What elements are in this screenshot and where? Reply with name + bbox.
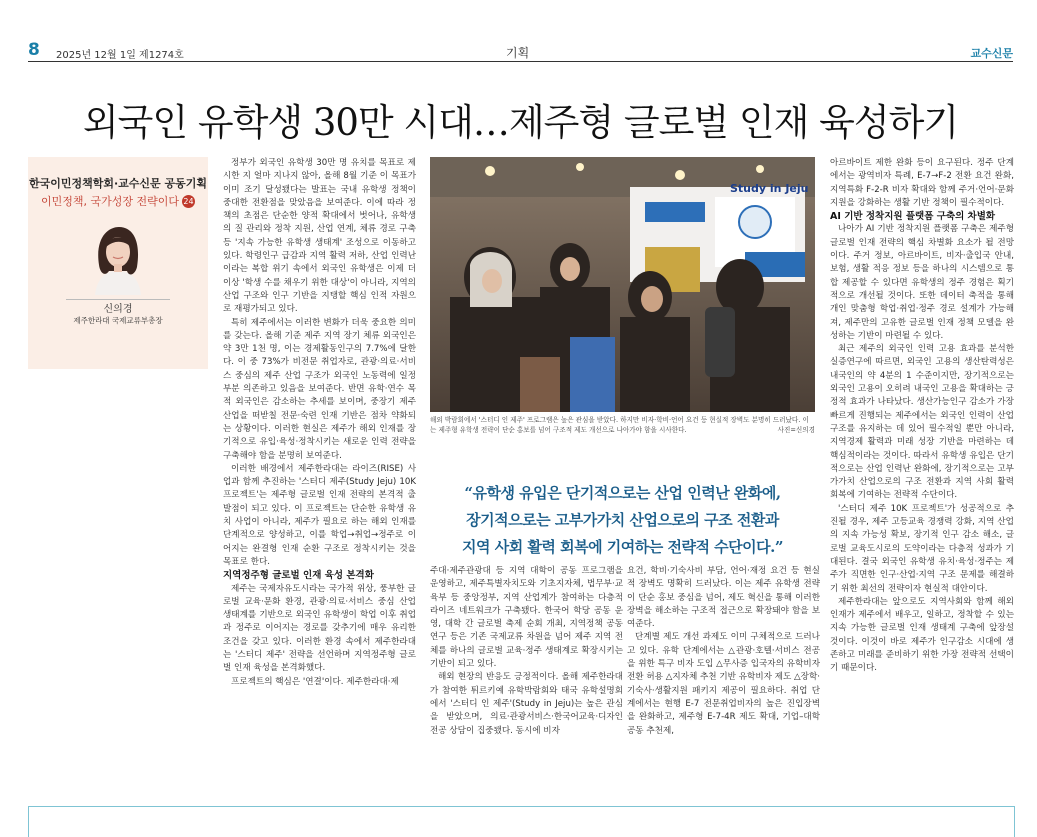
paragraph: 단계별 제도 개선 과제도 이미 구체적으로 드러나고 있다. 유학 단계에서는 △관광·호텔·서비스 전공을 위한 특구 비자 도입 △무사증 입국자의 유학비자 전환 허용 △지자체 추천 기반 유학비자 제도 △장학·기숙사·생활지원 패키지 제공이 필요하다. 취업 단계에서는 현행 E-7 전문취업비자의 높은 진입장벽을 완화하고, 제주형 E-7-4R 제도 확대, 기업–대학 공동 추천제, [627,632,820,736]
photo-caption-text: 해외 박람회에서 '스터디 인 제주' 프로그램은 높은 관심을 받았다. 하지만 비자·학비·언어 요건 등 현실적 장벽도 분명히 드러났다. 이는 제주형 유학생 전략이 단순 홍보를 넘어 구조적 제도 개선으로 나아가야 함을 시사한다. [430,416,809,434]
header-rule [28,61,1013,62]
subheading: 지역정주형 글로벌 인재 육성 본격화 [223,570,374,582]
subheading: AI 기반 정착지원 플랫폼 구축의 차별화 [830,211,996,223]
photo-caption [430,415,815,435]
paragraph: 주대·제주관광대 등 지역 대학이 공동 프로그램을 운영하고, 제주특별자치도와 기초지자체, 법무부·교육부 등 중앙정부, 지역 산업계가 참여하는 다층적 라이즈 네트워크가 구축됐다. 한국어 학당 공동 운영, 대학 간 글로벌 축제 순회 개최, 지역정책 공동 연구 등은 기존 국제교류 차원을 넘어 제주 지역 전체를 하나의 글로벌 교육·정주 생태계로 확장시키는 기반이 되고 있다. [430,566,623,670]
paragraph: 특히 제주에서는 이러한 변화가 더욱 중요한 의미를 갖는다. 올해 기준 제주 지역 장기 체류 외국인은 약 3만 1천 명, 이는 경제활동인구의 7.7%에 달한다. 이 중 73%가 비전문 취업자로, 관광·의료·서비스 중심의 제주 산업 구조가 외국인 노동력에 일정 부분 의존하고 있음을 보여준다. 반면 유학·연수 목적 외국인은 감소하는 추세를 보이며, 중장기 제주 산업을 떠받칠 전문·숙련 인재 기반은 점차 약화되는 상황이다. 이러한 현실은 제주가 해외 인재를 장기적으로 유입·육성·정착시키는 새로운 인력 전략을 구축해야 함을 분명히 보여준다. [223,317,416,461]
article-headline: 외국인 유학생 30만 시대…제주형 글로벌 인재 육성하기 [82,101,959,144]
series-number-badge: 24 [183,197,194,206]
section-label: 기획 [506,46,530,60]
paragraph: 제주한라대는 앞으로도 지역사회와 함께 해외 인재가 제주에서 배우고, 일하고, 정착할 수 있는 지속 가능한 글로벌 인재 생태계 구축에 앞장설 것이다. 이것이 바로 제주가 인구감소 시대에 생존하고 미래를 준비하기 위한 가장 전략적 선택이기 때문이다. [830,596,1014,674]
series-subtitle [28,193,208,209]
issue-date: 2025년 12월 1일 제1274호 [56,50,184,61]
paragraph: 요건, 학비·기숙사비 부담, 언어·재정 요건 등 현실적 장벽도 명확히 드러났다. 이는 제주 유학생 전략이 단순 홍보 중심을 넘어, 제도 혁신을 통해 이러한 장벽을 해소하는 구조적 접근으로 확장돼야 함을 보여준다. [627,566,820,630]
paragraph: '스터디 제주 10K 프로젝트'가 성공적으로 추진될 경우, 제주 고등교육 경쟁력 강화, 지역 산업의 지속 가능성 확보, 장기적 인구 감소 해소, 글로벌 교육도시로의 도약이라는 다층적 성과가 기대된다. 결국 외국인 유학생 유치·육성·정주는 제주가 직면한 인구·산업·지역 구조 문제를 해결하기 위한 최선의 전략이자 현실적 대안이다. [830,503,1014,594]
series-sidebar [28,157,208,369]
paragraph: 이러한 배경에서 제주한라대는 라이즈(RISE) 사업과 함께 추진하는 '스터디 제주(Study Jeju) 10K 프로젝트'는 제주형 글로벌 인재 전략의 본격적 출발점이 되고 있다. 이 프로젝트는 단순한 유학생 유치 사업이 아니라, 제주가 필요로 하는 해외 인재를 단계적으로 양성하고, 이를 학업→취업→정주로 이어지는 완결형 인재 순환 구조로 정착시키는 것을 목표로 한다. [223,463,416,567]
next-article-box [28,806,1015,837]
page-number: 8 [28,40,40,60]
series-title: 한국이민정책학회·교수신문 공동기획 [28,177,208,190]
pull-quote-line: 지역 사회 활력 회복에 기여하는 전략적 수단이다.” [462,538,783,556]
pull-quote-line: 장기적으로는 고부가가치 산업으로의 구조 전환과 [466,511,779,529]
author-name: 신의경 [103,304,133,315]
paragraph: 아르바이트 제한 완화 등이 요구된다. 정주 단계에서는 광역비자 특례, E-7→F-2 전환 요건 완화, 지역특화 F-2-R 비자 확대와 함께 주거·언어·문화 지원을 강화하는 생활 기반 정책이 필수적이다. [830,158,1014,208]
article-column-2b [627,565,820,738]
series-subtitle-text: 이민정책, 국가성장 전략이다 [40,195,179,208]
paragraph: 프로젝트의 핵심은 '연결'이다. 제주한라대·제 [231,676,399,687]
paragraph: 정부가 외국인 유학생 30만 명 유치를 목표로 제시한 지 얼마 지나지 않아, 올해 8월 기준 이 목표가 이미 조기 달성됐다는 발표는 국내 유학생 정책이 중대한 전환점을 맞았음을 보여준다. 이에 따라 정책의 초점은 단순한 양적 확대에서 벗어나, 유학생의 질 관리와 정착 지원, 산업 연계, 체류 경로 구축 등 '지속 가능한 유학생 생태계' 조성으로 이동하고 있다. 학령인구 급감과 지역 활력 저하, 산업 인력난이라는 복합 위기 속에서 외국인 유학생은 이제 더 이상 '학생 수를 채우기 위한 대상'이 아니라, 지역의 산업 구조와 인구 기반을 지탱할 핵심 인적 자원으로 재평가되고 있다. [223,158,416,315]
photo-banner-text: Study in Jeju [730,182,809,195]
article-column-3 [830,157,1014,676]
article-column-1 [223,157,416,689]
pull-quote-line: “유학생 유입은 단기적으로는 산업 인력난 완화에, [464,484,781,502]
author-affiliation: 제주한라대 국제교류부총장 [73,316,163,325]
author-photo [85,219,151,295]
pull-quote [430,480,815,561]
article-photo [430,157,815,412]
publication-brand: 교수신문 [970,47,1013,60]
paragraph: 해외 현장의 반응도 긍정적이다. 올해 제주한라대가 참여한 튀르키예 유학박람회와 태국 유학설명회에서 '스터디 인 제주'(Study in Jeju)는 높은 관심을 받았으며, 의료·관광서비스·한국어교육·디자인 전공 상담이 집중됐다. 동시에 비자 [430,672,623,736]
paragraph: 최근 제주의 외국인 인력 고용 효과를 분석한 실증연구에 따르면, 외국인 고용의 생산탄력성은 내국인의 약 4분의 1 수준이지만, 장기적으로는 외국인 고용이 오히려 내국인 고용을 확대하는 긍정적 효과가 나타났다. 생산가능인구 감소가 가장 빠르게 진행되는 제주에서는 외국인 인력이 산업구조를 유지하는 데 있어 필수적일 뿐만 아니라, 지역경제 활력과 미래 성장 기반을 마련하는 데 핵심적이라는 것이다. 따라서 유학생 유입은 단기적으로는 산업 인력난 완화에, 장기적으로는 고부가가치 산업으로의 구조 전환과 지역 사회 활력 회복에 기여하는 전략적 수단이다. [830,344,1014,501]
article-column-2a [430,565,623,738]
paragraph: 제주는 국제자유도시라는 국가적 위상, 풍부한 글로벌 교육·문화 환경, 관광·의료·서비스 중심 산업 생태계를 기반으로 외국인 유학생이 학업 이후 취업과 정주로 이어지는 경로를 갖추기에 매우 유리한 조건을 갖고 있다. 이러한 환경 속에서 제주한라대는 '스터디 제주' 전략을 선언하며 지역정주형 글로벌 인재 육성을 본격화했다. [223,583,416,674]
paragraph: 나아가 AI 기반 정착지원 플랫폼 구축은 제주형 글로벌 인재 전략의 핵심 차별화 요소가 될 전망이다. 주거 정보, 아르바이트, 비자·출입국 안내, 보험, 생활 적응 정보 등을 하나의 시스템으로 통합 제공할 수 있다면 유학생의 정주 경험은 획기적으로 개선될 것이다. 또한 데이터 축적을 통해 개인 맞춤형 학업·취업·정주 경로 설계가 가능해져, 제주만의 고유한 글로벌 인재 정책 모델을 완성하는 기반이 마련될 수 있다. [830,224,1014,341]
photo-credit: 사진=신의경 [777,426,815,434]
